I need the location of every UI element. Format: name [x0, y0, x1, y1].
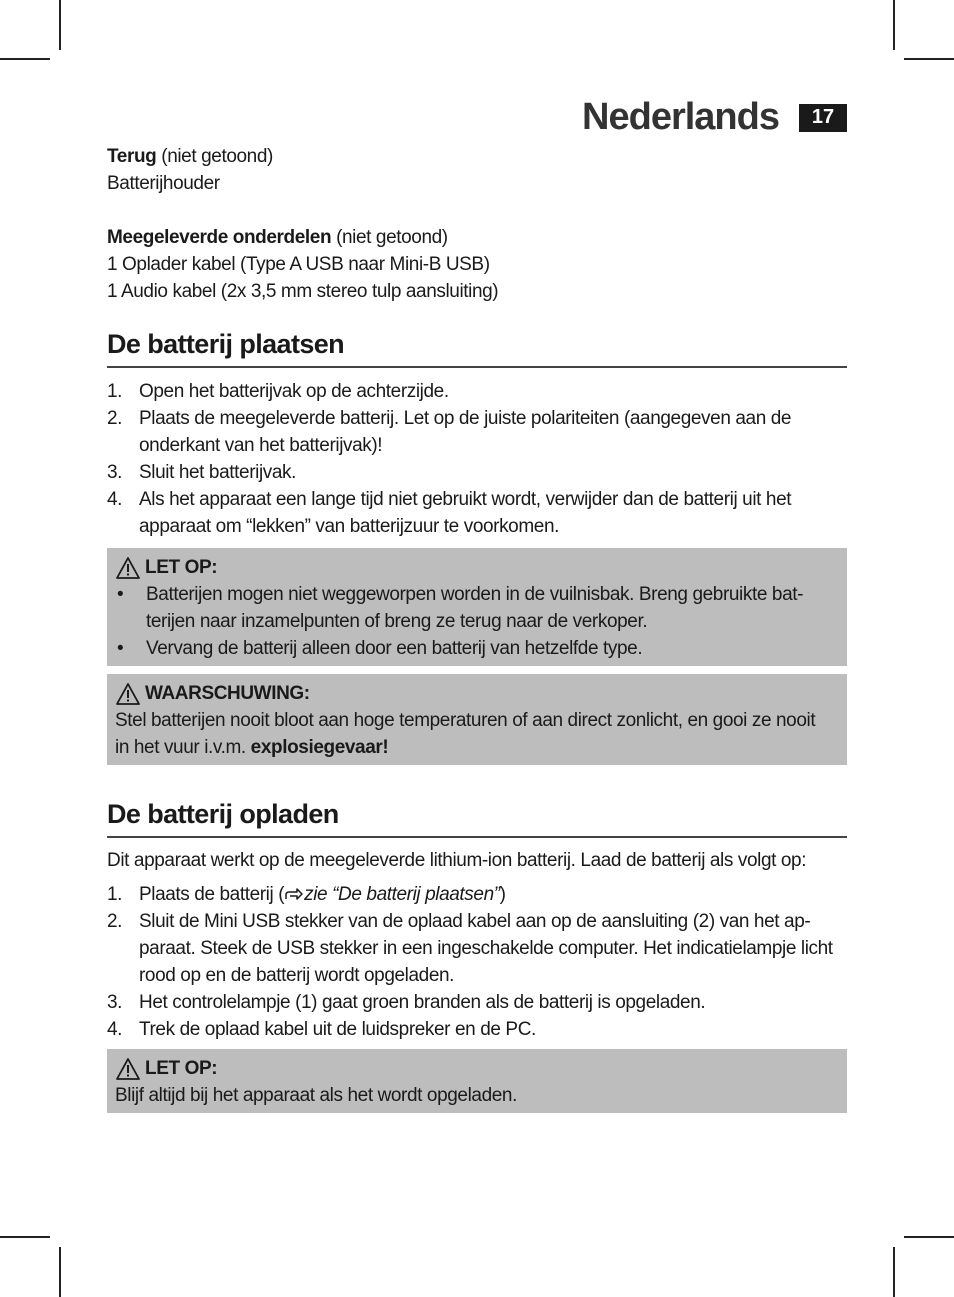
section-title-battery-insert: De batterij plaatsen: [107, 331, 847, 368]
warning-text: Stel batterijen nooit bloot aan hoge temperaturen of aan direct zonlicht, en gooi ze nooit: [115, 710, 816, 731]
back-line: [107, 143, 847, 170]
bullet: •: [117, 638, 124, 659]
language-title: Nederlands: [582, 96, 779, 138]
step-text: rood op en de batterij wordt opgeladen.: [139, 965, 455, 986]
page-number: 17: [799, 104, 847, 132]
crop-mark: [893, 0, 895, 50]
list-item: [107, 908, 847, 989]
step-text: Het controlelampje (1) gaat groen branden als de batterij is opgeladen.: [139, 992, 706, 1013]
parts-line: [107, 224, 847, 251]
step-text: paraat. Steek de USB stekker in een ingeschakelde computer. Het indicatielampje licht: [139, 938, 833, 959]
caution-heading: [115, 1055, 839, 1082]
warning-text: in het vuur i.v.m.: [115, 737, 251, 758]
crop-mark: [0, 1236, 50, 1238]
list-item: [107, 459, 847, 486]
step-number: 2.: [107, 911, 123, 932]
step-text: Plaats de meegeleverde batterij. Let op de juiste polariteiten (aangegeven aan de: [139, 408, 792, 429]
list-item: [107, 486, 847, 540]
caution-text: terijen naar inzamelpunten of breng ze terug naar de verkoper.: [146, 611, 648, 632]
intro-block: [107, 143, 847, 305]
crop-mark: [59, 1247, 61, 1297]
step-number: 1.: [107, 884, 123, 905]
step-number: 3.: [107, 462, 123, 483]
parts-note: (niet getoond): [336, 227, 448, 248]
battery-insert-steps: [107, 378, 847, 540]
parts-item: 1 Audio kabel (2x 3,5 mm stereo tulp aansluiting): [107, 281, 499, 302]
warning-triangle-icon: [115, 1057, 141, 1081]
list-item: [107, 989, 847, 1016]
step-text: Sluit het batterijvak.: [139, 462, 297, 483]
arrow-reference-icon: [284, 887, 304, 901]
list-item: [107, 405, 847, 459]
warning-triangle-icon: [115, 682, 141, 706]
warning-box: [107, 674, 847, 765]
battery-charge-steps: [107, 881, 847, 1043]
back-item: Batterijhouder: [107, 173, 220, 194]
step-text: [139, 881, 847, 908]
cross-reference-link[interactable]: zie “De batterij plaatsen”: [304, 884, 500, 905]
back-note: (niet getoond): [161, 146, 273, 167]
bullet: •: [117, 584, 124, 605]
caution-label: LET OP:: [145, 557, 218, 578]
list-item: [107, 881, 847, 908]
caution-box: [107, 548, 847, 666]
list-item: [115, 635, 839, 662]
caution-heading: [115, 554, 839, 581]
step-text: Trek de oplaad kabel uit de luidspreker en de PC.: [139, 1019, 536, 1040]
list-item: [107, 1016, 847, 1043]
caution-box-charging: [107, 1049, 847, 1113]
back-label: Terug: [107, 146, 157, 167]
step-text: Open het batterijvak op de achterzijde.: [139, 381, 449, 402]
page-header: [582, 96, 847, 139]
caution-label: LET OP:: [145, 1058, 218, 1079]
step-text-prefix: Plaats de batterij (: [139, 884, 285, 905]
parts-label: Meegeleverde onderdelen: [107, 227, 332, 248]
step-number: 3.: [107, 992, 123, 1013]
warning-heading: [115, 680, 839, 707]
step-number: 2.: [107, 408, 123, 429]
caution-text: Vervang de batterij alleen door een batterij van hetzelfde type.: [146, 638, 643, 659]
step-text: apparaat om “lekken” van batterijzuur te voorkomen.: [139, 516, 559, 537]
section-title-battery-charge: De batterij opladen: [107, 801, 847, 838]
crop-mark: [0, 58, 50, 60]
warning-text-line2: [115, 734, 839, 761]
step-text-suffix: ): [499, 884, 506, 905]
warning-label: WAARSCHUWING:: [145, 683, 310, 704]
warning-triangle-icon: [115, 556, 141, 580]
step-text: Sluit de Mini USB stekker van de oplaad kabel aan op de aansluiting (2) van het ap-: [139, 911, 811, 932]
step-number: 4.: [107, 1019, 123, 1040]
charge-intro: Dit apparaat werkt op de meegeleverde lithium-ion batterij. Laad de batterij als volgt op:: [107, 850, 807, 871]
crop-mark: [893, 1247, 895, 1297]
step-number: 1.: [107, 381, 123, 402]
caution-list: [115, 581, 839, 662]
crop-mark: [904, 1236, 954, 1238]
caution-text: Batterijen mogen niet weggeworpen worden in de vuilnisbak. Breng gebruikte bat-: [146, 584, 804, 605]
page-content: [107, 143, 847, 1113]
warning-emphasis: explosiegevaar!: [250, 737, 389, 758]
step-text: Als het apparaat een lange tijd niet gebruikt wordt, verwijder dan de batterij uit het: [139, 489, 792, 510]
caution-text: Blijf altijd bij het apparaat als het wordt opgeladen.: [115, 1085, 517, 1106]
crop-mark: [904, 58, 954, 60]
crop-mark: [59, 0, 61, 50]
parts-item: 1 Oplader kabel (Type A USB naar Mini-B USB): [107, 254, 490, 275]
list-item: [107, 378, 847, 405]
step-number: 4.: [107, 489, 123, 510]
step-text: onderkant van het batterijvak)!: [139, 435, 383, 456]
list-item: [115, 581, 839, 635]
